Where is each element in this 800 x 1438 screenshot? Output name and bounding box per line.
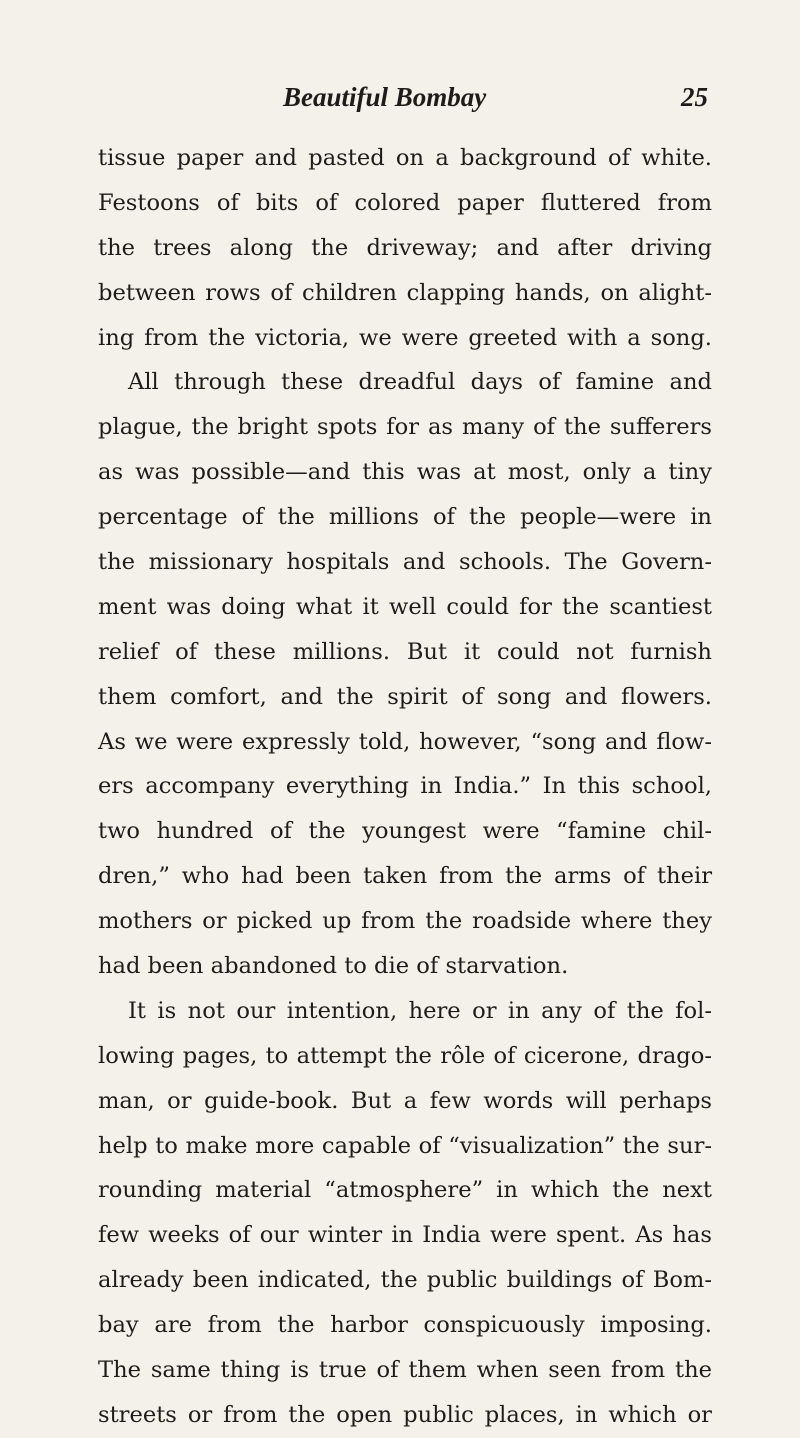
text-line: ing from the victoria, we were greeted with a song.: [98, 324, 712, 351]
text-line: tissue paper and pasted on a background of white.: [98, 145, 712, 171]
text-line: few weeks of our winter in India were spent. As has: [98, 1222, 712, 1249]
text-line: between rows of children clapping hands, on alight-: [98, 279, 712, 306]
text-line: man, or guide-book. But a few words will perhaps: [98, 1087, 712, 1114]
text-line: them comfort, and the spirit of song and flowers.: [98, 683, 712, 710]
text-line: already been indicated, the public buildings of Bom-: [98, 1267, 712, 1294]
text-line: as was possible—and this was at most, only a tiny: [98, 459, 712, 486]
text-line: It is not our intention, here or in any of the fol-: [128, 997, 712, 1024]
text-line: ment was doing what it well could for the scantiest: [98, 593, 712, 620]
text-line: the trees along the driveway; and after driving: [98, 234, 712, 261]
text-line: streets or from the open public places, in which or: [98, 1401, 712, 1428]
text-line: two hundred of the youngest were “famine chil-: [98, 818, 712, 845]
body-text: [98, 136, 712, 1438]
text-line: The same thing is true of them when seen from the: [98, 1357, 712, 1384]
text-line: the missionary hospitals and schools. The Govern-: [98, 549, 712, 576]
text-line: help to make more capable of “visualization” the sur-: [98, 1132, 712, 1159]
text-line: ers accompany everything in India.” In this school,: [98, 773, 712, 800]
text-line: mothers or picked up from the roadside where they: [98, 908, 712, 935]
text-line: rounding material “atmosphere” in which the next: [98, 1177, 712, 1204]
text-line: had been abandoned to die of starvation.: [98, 953, 569, 980]
text-line: plague, the bright spots for as many of the sufferers: [98, 414, 712, 441]
page-number: 25: [681, 82, 708, 112]
text-line: percentage of the millions of the people—were in: [98, 504, 712, 531]
text-line: dren,” who had been taken from the arms of their: [98, 863, 712, 890]
text-line: Festoons of bits of colored paper fluttered from: [98, 189, 712, 216]
running-head: [98, 82, 708, 122]
text-line: bay are from the harbor conspicuously imposing.: [98, 1312, 712, 1339]
text-line: lowing pages, to attempt the rôle of cicerone, drago-: [98, 1042, 712, 1069]
text-line: As we were expressly told, however, “song and flow-: [98, 728, 712, 755]
text-line: relief of these millions. But it could not furnish: [98, 638, 712, 665]
text-line: All through these dreadful days of famine and: [128, 369, 712, 396]
running-title: Beautiful Bombay: [283, 82, 487, 112]
